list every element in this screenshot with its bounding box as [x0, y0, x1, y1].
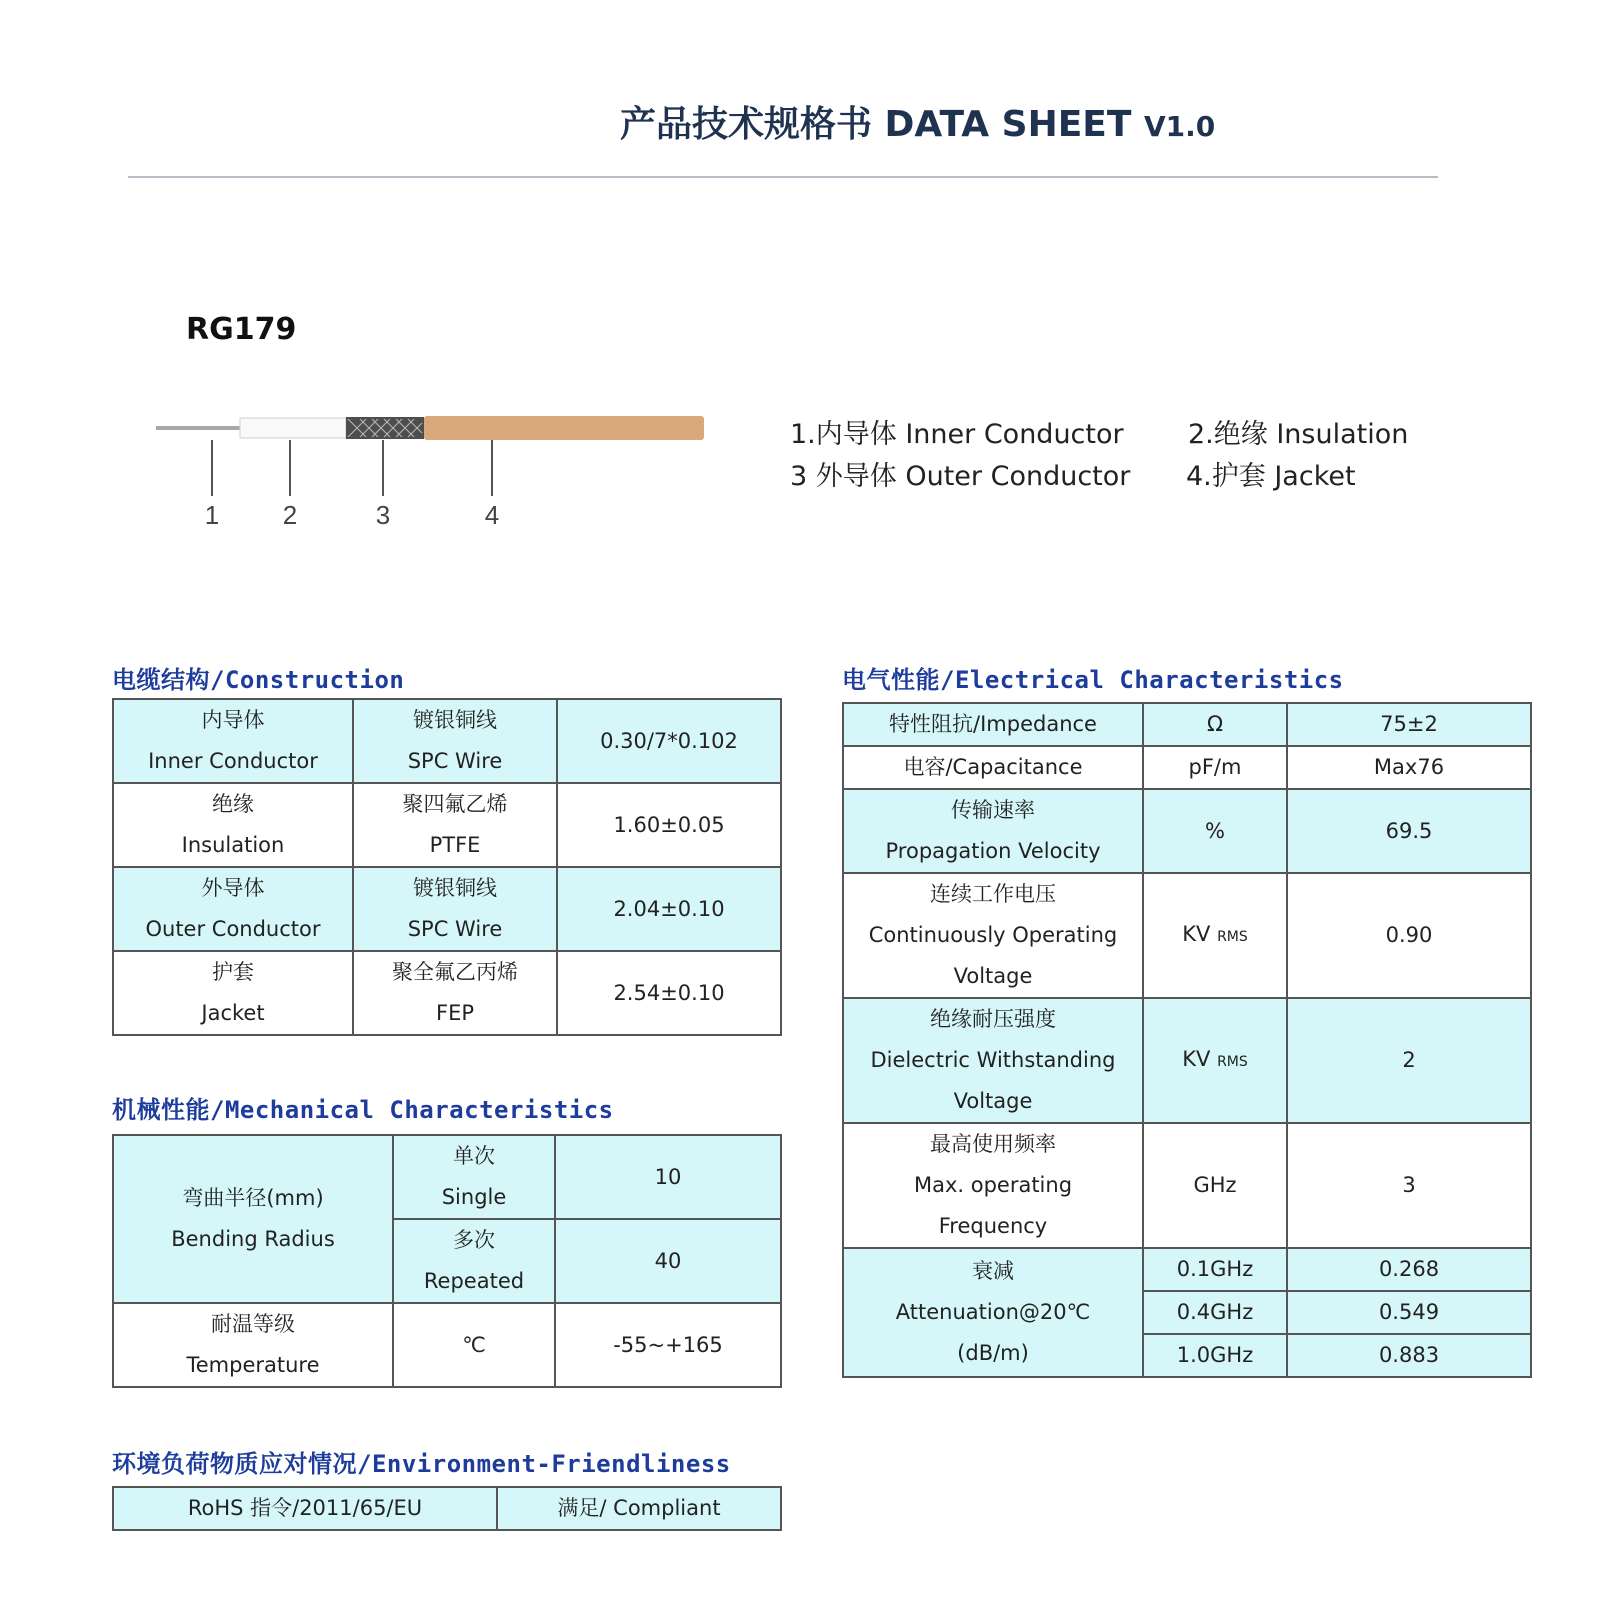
insulation-shape	[240, 418, 346, 438]
unit-rms: RMS	[1217, 1053, 1248, 1070]
table-row	[113, 867, 781, 951]
attenuation-value-cell: 0.883	[1287, 1334, 1531, 1377]
operating-voltage-zh: 连续工作电压	[930, 882, 1056, 906]
impedance-value-cell: 75±2	[1287, 703, 1531, 746]
callout-number-3: 3	[375, 500, 391, 530]
dielectric-value-cell: 2	[1287, 998, 1531, 1123]
construction-value-cell: 2.04±0.10	[557, 867, 781, 951]
unit-rms: RMS	[1217, 928, 1248, 945]
part-name-zh: 绝缘	[212, 792, 254, 816]
temperature-zh: 耐温等级	[211, 1312, 295, 1336]
velocity-zh: 传输速率	[951, 798, 1035, 822]
material-zh: 聚四氟乙烯	[402, 792, 508, 816]
title-text: 产品技术规格书 DATA SHEET	[620, 104, 1132, 145]
part-name-en: Insulation	[181, 833, 285, 857]
construction-material-cell	[353, 699, 557, 783]
operating-voltage-value-cell: 0.90	[1287, 873, 1531, 998]
impedance-unit-cell: Ω	[1143, 703, 1287, 746]
table-row	[113, 699, 781, 783]
temperature-unit-cell: ℃	[393, 1303, 555, 1387]
page-title	[620, 96, 1215, 147]
material-en: FEP	[435, 1001, 474, 1025]
operating-voltage-en1: Continuously Operating	[868, 923, 1118, 947]
construction-part-cell	[113, 783, 353, 867]
part-name-en: Outer Conductor	[145, 917, 321, 941]
capacitance-value-cell: Max76	[1287, 746, 1531, 789]
material-zh: 镀银铜线	[413, 876, 497, 900]
part-name-zh: 护套	[212, 960, 254, 984]
table-row	[113, 1303, 781, 1387]
velocity-en: Propagation Velocity	[885, 839, 1101, 863]
table-row	[843, 1123, 1531, 1248]
impedance-label-cell: 特性阻抗/Impedance	[843, 703, 1143, 746]
part-name-zh: 外导体	[201, 876, 265, 900]
operating-voltage-label-cell	[843, 873, 1143, 998]
table-row	[843, 703, 1531, 746]
construction-value-cell: 1.60±0.05	[557, 783, 781, 867]
legend-item-4: 4.护套 Jacket	[1186, 461, 1356, 492]
jacket-shape	[424, 416, 704, 440]
attenuation-value-cell: 0.549	[1287, 1291, 1531, 1334]
dielectric-en1: Dielectric Withstanding	[870, 1048, 1116, 1072]
part-name-zh: 内导体	[201, 708, 265, 732]
callout-number-1: 1	[204, 500, 220, 530]
construction-material-cell	[353, 951, 557, 1035]
model-name: RG179	[186, 312, 297, 347]
bending-radius-cell	[113, 1135, 393, 1303]
table-row	[843, 873, 1531, 998]
velocity-value-cell: 69.5	[1287, 789, 1531, 873]
single-value-cell: 10	[555, 1135, 781, 1219]
repeated-zh: 多次	[453, 1228, 495, 1252]
table-row	[843, 1248, 1531, 1291]
construction-part-cell	[113, 699, 353, 783]
callout-number-2: 2	[282, 500, 298, 530]
material-en: SPC Wire	[407, 917, 503, 941]
construction-table	[112, 698, 782, 1036]
environment-title: 环境负荷物质应对情况/Environment-Friendliness	[112, 1450, 731, 1478]
environment-table	[112, 1486, 782, 1531]
attenuation-value-cell: 0.268	[1287, 1248, 1531, 1291]
construction-title: 电缆结构/Construction	[112, 666, 405, 694]
dielectric-zh: 绝缘耐压强度	[930, 1007, 1056, 1031]
construction-value-cell: 2.54±0.10	[557, 951, 781, 1035]
legend-item-1: 1.内导体 Inner Conductor	[790, 419, 1124, 450]
frequency-en1: Max. operating	[913, 1173, 1073, 1197]
part-name-en: Inner Conductor	[148, 749, 318, 773]
capacitance-label-cell: 电容/Capacitance	[843, 746, 1143, 789]
rohs-status-cell: 满足/ Compliant	[497, 1487, 781, 1530]
frequency-zh: 最高使用频率	[930, 1132, 1056, 1156]
table-row	[113, 1487, 781, 1530]
dielectric-en2: Voltage	[953, 1089, 1033, 1113]
repeated-en: Repeated	[423, 1269, 525, 1293]
construction-material-cell	[353, 867, 557, 951]
attenuation-en: Attenuation@20℃	[895, 1300, 1091, 1324]
attenuation-zh: 衰减	[972, 1259, 1014, 1283]
single-cell	[393, 1135, 555, 1219]
construction-part-cell	[113, 867, 353, 951]
single-en: Single	[441, 1185, 507, 1209]
dielectric-label-cell	[843, 998, 1143, 1123]
construction-part-cell	[113, 951, 353, 1035]
temperature-en: Temperature	[186, 1353, 320, 1377]
velocity-unit-cell: %	[1143, 789, 1287, 873]
velocity-label-cell	[843, 789, 1143, 873]
electrical-table	[842, 702, 1532, 1378]
bending-zh: 弯曲半径(mm)	[182, 1186, 324, 1210]
attenuation-freq-cell: 0.1GHz	[1143, 1248, 1287, 1291]
dielectric-unit-cell	[1143, 998, 1287, 1123]
operating-voltage-unit-cell	[1143, 873, 1287, 998]
callout-number-4: 4	[484, 500, 500, 530]
repeated-value-cell: 40	[555, 1219, 781, 1303]
material-zh: 镀银铜线	[413, 708, 497, 732]
frequency-en2: Frequency	[938, 1214, 1048, 1238]
frequency-label-cell	[843, 1123, 1143, 1248]
title-divider	[128, 176, 1438, 178]
electrical-title: 电气性能/Electrical Characteristics	[842, 666, 1344, 694]
mechanical-table	[112, 1134, 782, 1388]
legend-item-2: 2.绝缘 Insulation	[1188, 419, 1409, 450]
capacitance-unit-cell: pF/m	[1143, 746, 1287, 789]
cable-diagram	[150, 410, 710, 540]
table-row	[843, 789, 1531, 873]
rohs-cell: RoHS 指令/2011/65/EU	[113, 1487, 497, 1530]
attenuation-freq-cell: 1.0GHz	[1143, 1334, 1287, 1377]
material-zh: 聚全氟乙丙烯	[392, 960, 518, 984]
temperature-value-cell: -55~+165	[555, 1303, 781, 1387]
temperature-cell	[113, 1303, 393, 1387]
repeated-cell	[393, 1219, 555, 1303]
unit-kv: KV	[1182, 1046, 1211, 1071]
construction-value-cell: 0.30/7*0.102	[557, 699, 781, 783]
table-row	[113, 1135, 781, 1219]
single-zh: 单次	[453, 1144, 495, 1168]
operating-voltage-en2: Voltage	[953, 964, 1033, 988]
table-row	[113, 783, 781, 867]
construction-material-cell	[353, 783, 557, 867]
version-label: V1.0	[1143, 110, 1216, 143]
unit-kv: KV	[1182, 921, 1211, 946]
mechanical-title: 机械性能/Mechanical Characteristics	[112, 1096, 614, 1124]
part-name-en: Jacket	[201, 1001, 265, 1025]
material-en: PTFE	[429, 833, 481, 857]
table-row	[843, 998, 1531, 1123]
attenuation-label-cell	[843, 1248, 1143, 1377]
frequency-unit-cell: GHz	[1143, 1123, 1287, 1248]
bending-en: Bending Radius	[171, 1227, 335, 1251]
table-row	[113, 951, 781, 1035]
attenuation-unit: (dB/m)	[957, 1341, 1029, 1365]
attenuation-freq-cell: 0.4GHz	[1143, 1291, 1287, 1334]
frequency-value-cell: 3	[1287, 1123, 1531, 1248]
legend-item-3: 3 外导体 Outer Conductor	[790, 461, 1131, 492]
material-en: SPC Wire	[407, 749, 503, 773]
table-row	[843, 746, 1531, 789]
